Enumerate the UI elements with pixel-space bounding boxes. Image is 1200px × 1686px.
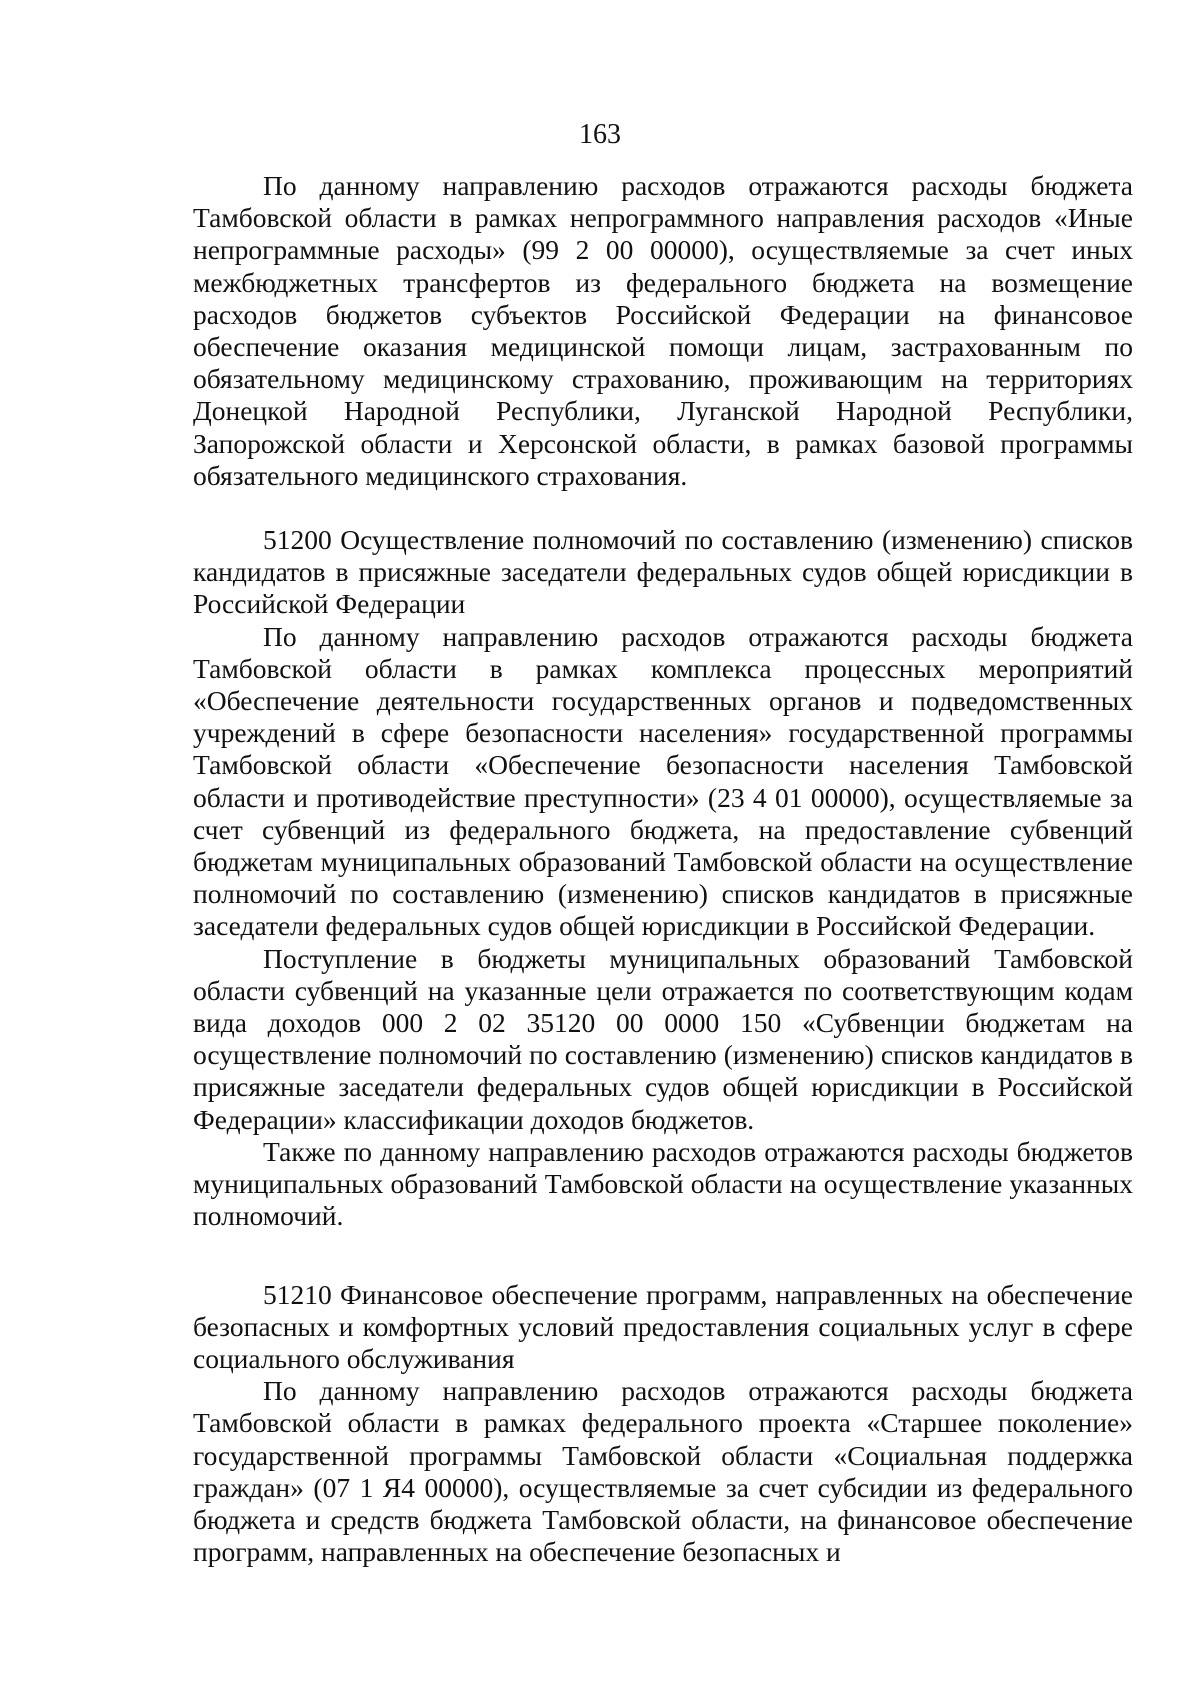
paragraph-expenses-medical: По данному направлению расходов отражаются расходы бюджета Тамбовской области в рамках непрограммного направления расходов «Иные непрограммные расходы» (99 2 00 00000), осуществляемые за счет иных межбюджетных трансфертов из федерального бюджета на возмещение расходов бюджетов субъектов Российской Федерации на финансовое обеспечение оказания медицинской помощи лицам, застрахованным по обязательному медицинскому страхованию, проживающим на территориях Донецкой Народной Республики, Луганской Народной Республики, Запорожской области и Херсонской области, в рамках базовой программы обязательного медицинского страхования.: [193, 170, 1133, 491]
paragraph-51210-description: По данному направлению расходов отражаются расходы бюджета Тамбовской области в рамках федерального проекта «Старшее поколение» государственной программы Тамбовской области «Социальная поддержка граждан» (07 1 Я4 00000), осуществляемые за счет субсидии из федерального бюджета и средств бюджета Тамбовской области, на финансовое обеспечение программ, направленных на обеспечение безопасных и: [193, 1375, 1133, 1568]
section-heading-51200: 51200 Осуществление полномочий по составлению (изменению) списков кандидатов в присяжные заседатели федеральных судов общей юрисдикции в Российской Федерации: [193, 524, 1133, 620]
paragraph-51200-description: По данному направлению расходов отражаются расходы бюджета Тамбовской области в рамках комплекса процессных мероприятий «Обеспечение деятельности государственных органов и подведомственных учреждений в сфере безопасности населения» государственной программы Тамбовской области «Обеспечение безопасности населения Тамбовской области и противодействие преступности» (23 4 01 00000), осуществляемые за счет субвенций из федерального бюджета, на предоставление субвенций бюджетам муниципальных образований Тамбовской области на осуществление полномочий по составлению (изменению) списков кандидатов в присяжные заседатели федеральных судов общей юрисдикции в Российской Федерации.: [193, 620, 1133, 942]
paragraph-51200-revenue: Поступление в бюджеты муниципальных образований Тамбовской области субвенций на указанные цели отражается по соответствующим кодам вида доходов 000 2 02 35120 00 0000 150 «Субвенции бюджетам на осуществление полномочий по составлению (изменению) списков кандидатов в присяжные заседатели федеральных судов общей юрисдикции в Российской Федерации» классификации доходов бюджетов.: [193, 942, 1133, 1135]
page-number: 163: [579, 119, 621, 150]
document-body: [193, 170, 1133, 1568]
paragraph-51200-municipal: Также по данному направлению расходов отражаются расходы бюджетов муниципальных образований Тамбовской области на осуществление указанных полномочий.: [193, 1135, 1133, 1232]
section-heading-51210: 51210 Финансовое обеспечение программ, направленных на обеспечение безопасных и комфортных условий предоставления социальных услуг в сфере социального обслуживания: [193, 1278, 1133, 1374]
